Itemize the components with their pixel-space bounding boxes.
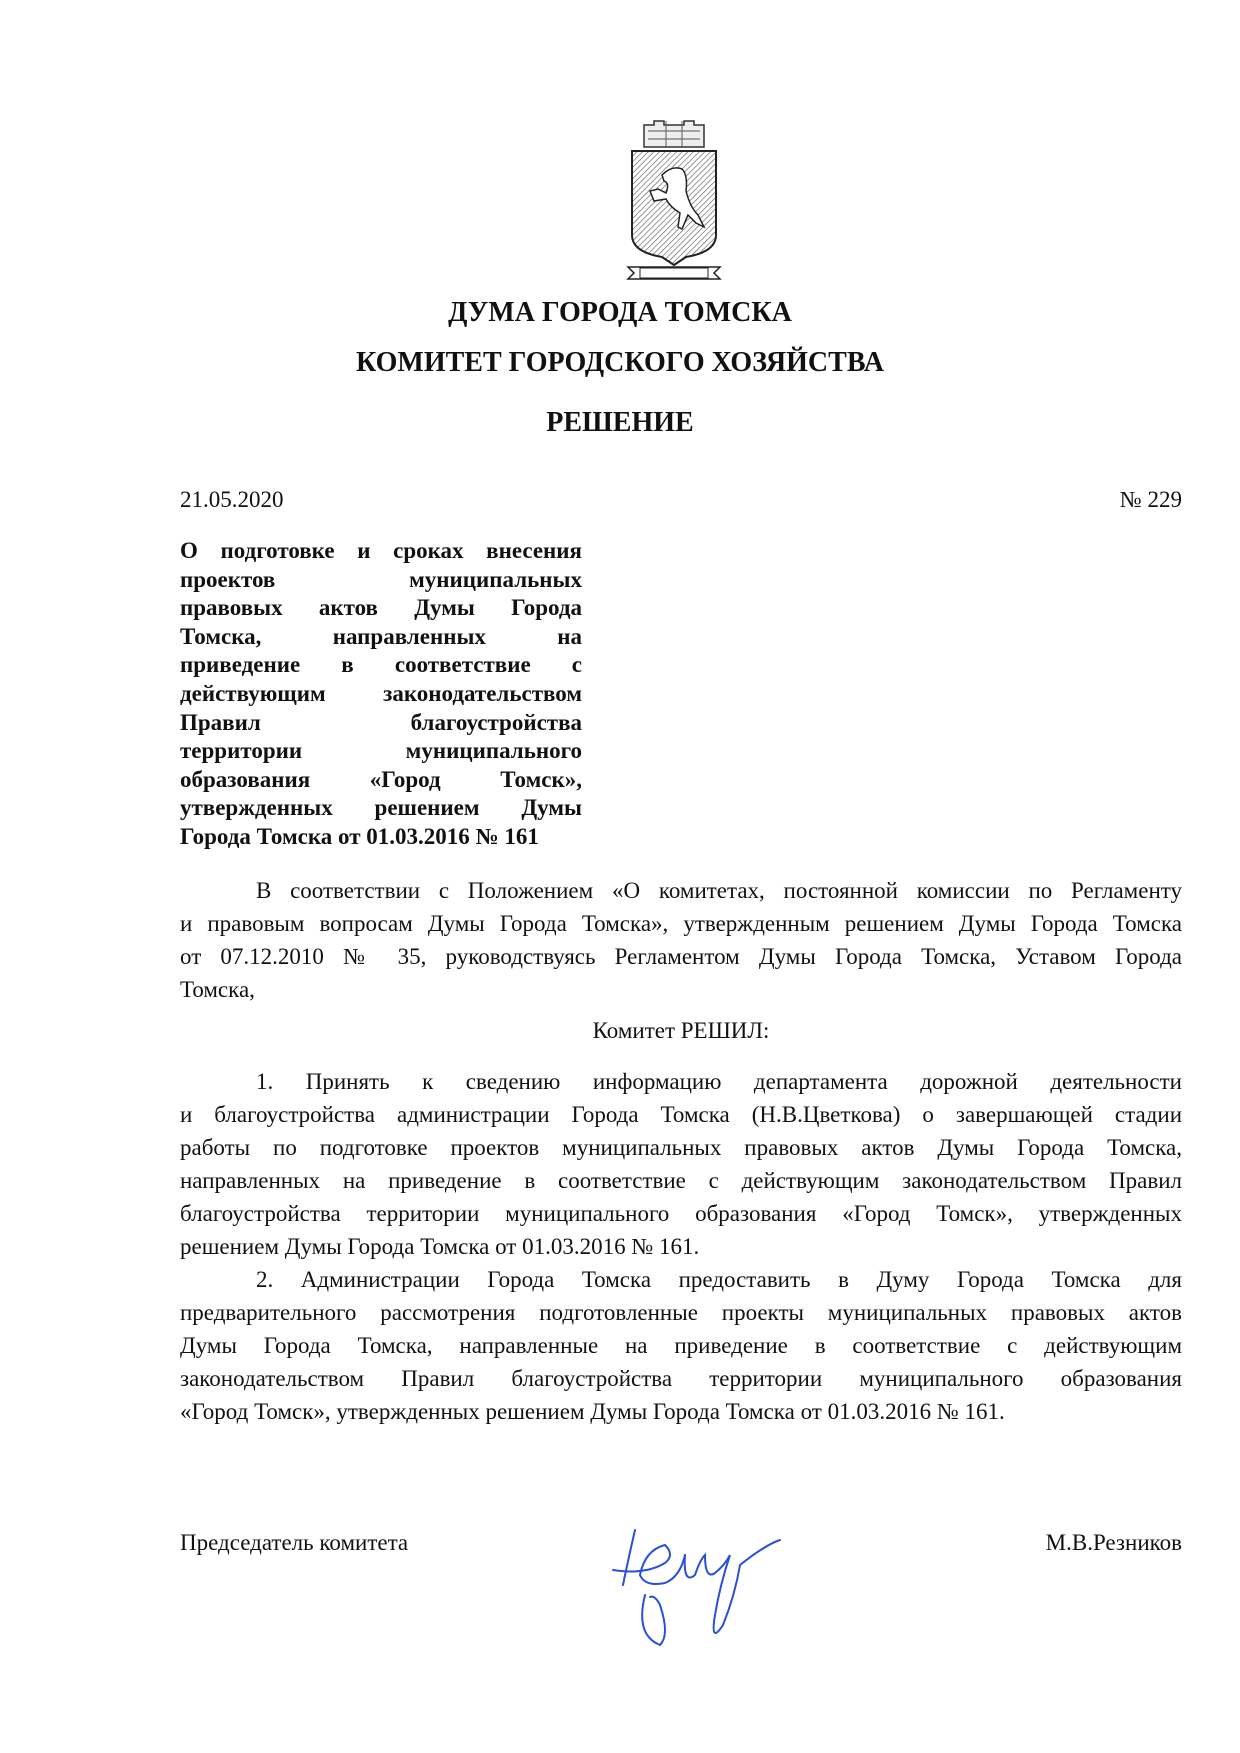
text-line: 2. Администрации Города Томска предоставить в Думу Города Томска для <box>256 1267 1182 1292</box>
text-line: и правовым вопросам Думы Города Томска», утвержденным решением Думы Города Томска <box>180 911 1182 936</box>
title-line: Правил благоустройства <box>180 709 582 735</box>
committee-name: КОМИТЕТ ГОРОДСКОГО ХОЗЯЙСТВА <box>356 347 884 378</box>
resolution-item-1 <box>180 1065 1182 1263</box>
document-type: РЕШЕНИЕ <box>546 407 694 438</box>
title-line: действующим законодательством <box>180 680 582 706</box>
title-line: Города Томска от 01.03.2016 № 161 <box>180 823 539 849</box>
text-line: «Город Томск», утвержденных решением Думы Города Томска от 01.03.2016 № 161. <box>180 1399 1005 1424</box>
text-line: В соответствии с Положением «О комитетах, постоянной комиссии по Регламенту <box>256 878 1182 903</box>
signatory-position: Председатель комитета <box>180 1530 409 1555</box>
city-emblem <box>626 117 722 282</box>
text-line: законодательством Правил благоустройства территории муниципального образования <box>180 1366 1182 1391</box>
title-line: территории муниципального <box>180 738 582 764</box>
title-line: Томска, направленных на <box>180 623 582 649</box>
text-line: предварительного рассмотрения подготовленные проекты муниципальных правовых актов <box>180 1300 1182 1325</box>
resolution-item-2 <box>180 1263 1182 1428</box>
title-line: утвержденных решением Думы <box>180 795 582 821</box>
text-line: 1. Принять к сведению информацию департамента дорожной деятельности <box>256 1069 1182 1094</box>
text-line: от 07.12.2010 № 35, руководствуясь Регламентом Думы Города Томска, Уставом Города <box>180 944 1182 969</box>
text-line: благоустройства территории муниципального образования «Город Томск», утвержденных <box>180 1201 1182 1226</box>
text-line: направленных на приведение в соответствие с действующим законодательством Правил <box>180 1168 1182 1193</box>
preamble-paragraph <box>180 874 1182 1006</box>
title-line: О подготовке и сроках внесения <box>180 538 582 563</box>
text-line: решением Думы Города Томска от 01.03.2016 № 161. <box>180 1234 700 1259</box>
text-line: Томска, <box>180 977 255 1002</box>
text-line: работы по подготовке проектов муниципальных правовых актов Думы Города Томска, <box>180 1135 1182 1160</box>
document-number: № 229 <box>1119 487 1182 512</box>
title-line: образования «Город Томск», <box>180 766 582 792</box>
organization-name: ДУМА ГОРОДА ТОМСКА <box>448 297 792 328</box>
document-date: 21.05.2020 <box>180 487 284 512</box>
resolved-heading: Комитет РЕШИЛ: <box>592 1018 770 1043</box>
document-title <box>180 537 582 852</box>
handwritten-signature <box>605 1525 795 1655</box>
title-line: правовых актов Думы Города <box>180 595 582 621</box>
title-line: приведение в соответствие с <box>180 652 582 678</box>
title-line: проектов муниципальных <box>180 566 582 592</box>
text-line: Думы Города Томска, направленные на приведение в соответствие с действующим <box>180 1333 1182 1358</box>
text-line: и благоустройства администрации Города Томска (Н.В.Цветкова) о завершающей стадии <box>180 1102 1182 1127</box>
signatory-name: М.В.Резников <box>1045 1530 1182 1555</box>
